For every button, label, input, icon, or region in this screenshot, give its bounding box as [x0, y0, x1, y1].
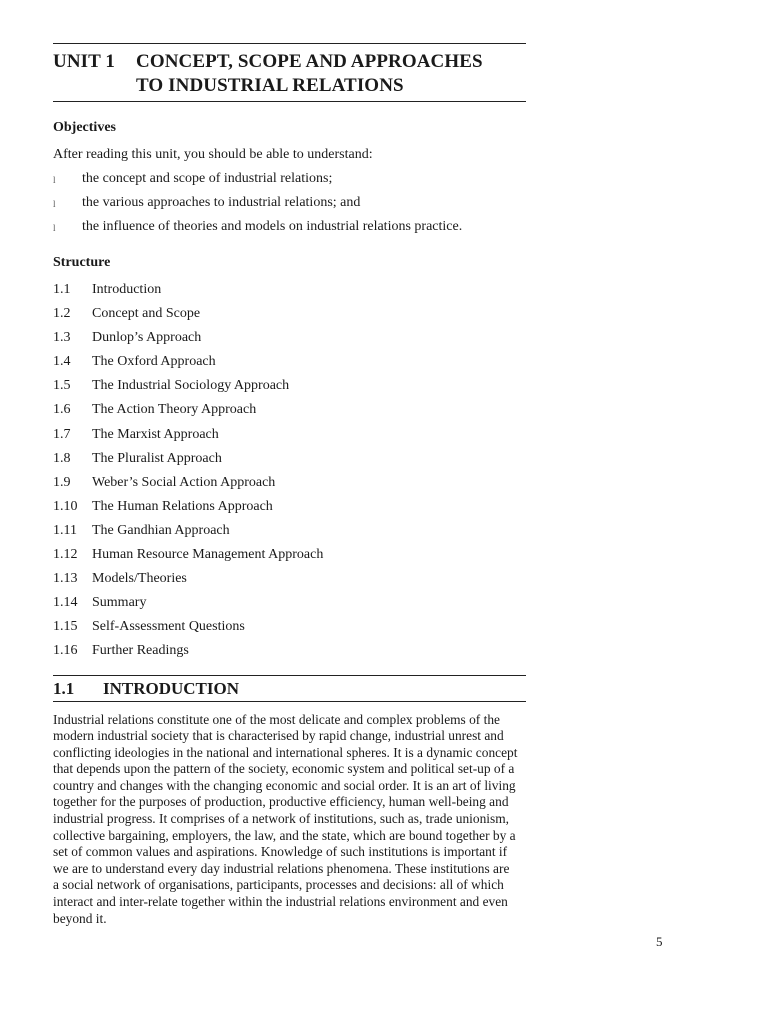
section-heading: [53, 676, 526, 701]
structure-number: 1.4: [53, 354, 71, 370]
bullet-icon: l: [53, 223, 56, 233]
section-number: 1.1: [53, 678, 75, 698]
structure-number: 1.2: [53, 306, 71, 322]
structure-number: 1.16: [53, 643, 78, 659]
paragraph-line: Industrial relations constitute one of the most delicate and complex problems of the: [53, 711, 500, 727]
structure-number: 1.7: [53, 426, 71, 442]
structure-item: [53, 281, 526, 305]
structure-title: Concept and Scope: [92, 306, 201, 322]
objective-item: [53, 194, 526, 218]
structure-number: 1.14: [53, 595, 78, 611]
structure-list: [53, 281, 526, 667]
structure-title: Weber’s Social Action Approach: [92, 474, 276, 490]
structure-title: The Pluralist Approach: [92, 450, 222, 466]
structure-number: 1.13: [53, 571, 78, 587]
structure-item: [53, 642, 526, 666]
structure-number: 1.9: [53, 474, 71, 490]
structure-item: [53, 546, 526, 570]
objectives-list: [53, 170, 526, 242]
unit-bottom-rule: [53, 101, 526, 102]
paragraph-line: set of common values and aspirations. Knowledge of such institutions is important if: [53, 844, 508, 860]
structure-item: [53, 305, 526, 329]
unit-title-line: CONCEPT, SCOPE AND APPROACHES: [136, 51, 483, 72]
section-title: INTRODUCTION: [103, 678, 240, 698]
structure-number: 1.15: [53, 619, 78, 635]
structure-item: [53, 450, 526, 474]
paragraph-line: conflicting ideologies in the national and international spheres. It is a dynamic concept: [53, 744, 518, 760]
structure-number: 1.10: [53, 498, 78, 514]
structure-title: Dunlop’s Approach: [92, 330, 202, 346]
paragraph-line: that depends upon the pattern of the society, economic system and political set-up of a: [53, 761, 515, 777]
paragraph-line: together for the purposes of production, productive efficiency, human well-being and: [53, 794, 509, 810]
bullet-icon: l: [53, 199, 56, 209]
structure-number: 1.3: [53, 330, 71, 346]
page-content: [53, 43, 526, 927]
structure-item: [53, 522, 526, 546]
structure-title: Self-Assessment Questions: [92, 619, 245, 635]
objective-text: the influence of theories and models on industrial relations practice.: [82, 219, 463, 234]
page-number: 5: [656, 934, 663, 949]
paragraph-line: country and changes with the changing economic and social order. It is an art of living: [53, 777, 516, 793]
structure-item: [53, 377, 526, 401]
structure-title: The Industrial Sociology Approach: [92, 378, 290, 394]
structure-item: [53, 474, 526, 498]
structure-item: [53, 594, 526, 618]
paragraph-line: beyond it.: [53, 910, 107, 926]
structure-heading: Structure: [53, 255, 111, 270]
structure-title: The Action Theory Approach: [92, 402, 257, 418]
structure-item: [53, 570, 526, 594]
structure-number: 1.11: [53, 522, 77, 538]
unit-number: UNIT 1: [53, 51, 116, 72]
structure-number: 1.12: [53, 547, 78, 563]
structure-item: [53, 426, 526, 450]
objective-text: the various approaches to industrial relations; and: [82, 195, 361, 210]
structure-item: [53, 618, 526, 642]
bullet-icon: l: [53, 175, 56, 185]
objective-item: [53, 218, 526, 242]
structure-item: [53, 401, 526, 425]
paragraph-line: collective bargaining, employers, the law, and the state, which are bound together by a: [53, 827, 516, 843]
unit-heading: [53, 44, 526, 101]
objective-item: [53, 170, 526, 194]
structure-title: The Oxford Approach: [92, 354, 216, 370]
introduction-section: [53, 675, 526, 928]
structure-number: 1.8: [53, 450, 71, 466]
structure-number: 1.1: [53, 282, 71, 297]
structure-title: The Human Relations Approach: [92, 498, 273, 514]
paragraph-line: industrial progress. It comprises of a network of institutions, such as, trade unionism,: [53, 811, 509, 827]
structure-title: Introduction: [92, 282, 162, 297]
paragraph-line: modern industrial society that is characterised by rapid change, industrial unrest and: [53, 728, 504, 744]
structure-title: The Marxist Approach: [92, 426, 219, 442]
structure-title: The Gandhian Approach: [92, 522, 230, 538]
unit-title-line: TO INDUSTRIAL RELATIONS: [136, 75, 404, 96]
structure-item: [53, 329, 526, 353]
structure-number: 1.6: [53, 402, 71, 418]
unit-title: [136, 50, 526, 98]
structure-title: Human Resource Management Approach: [92, 547, 324, 563]
section-bottom-rule: [53, 701, 526, 702]
objective-text: the concept and scope of industrial relations;: [82, 171, 333, 186]
objectives-intro: After reading this unit, you should be able to understand:: [53, 147, 373, 162]
structure-item: [53, 353, 526, 377]
paragraph-line: interact and inter-relate together within the industrial relations environment and even: [53, 894, 508, 910]
structure-number: 1.5: [53, 378, 71, 394]
structure-title: Further Readings: [92, 643, 189, 659]
introduction-paragraph: [53, 712, 526, 928]
paragraph-line: we are to understand every day industrial relations phenomena. These institutions are: [53, 860, 510, 876]
structure-title: Models/Theories: [92, 571, 187, 587]
paragraph-line: a social network of organisations, participants, processes and decisions: all of which: [53, 877, 504, 893]
objectives-heading: Objectives: [53, 120, 116, 135]
structure-title: Summary: [92, 595, 147, 611]
structure-item: [53, 498, 526, 522]
